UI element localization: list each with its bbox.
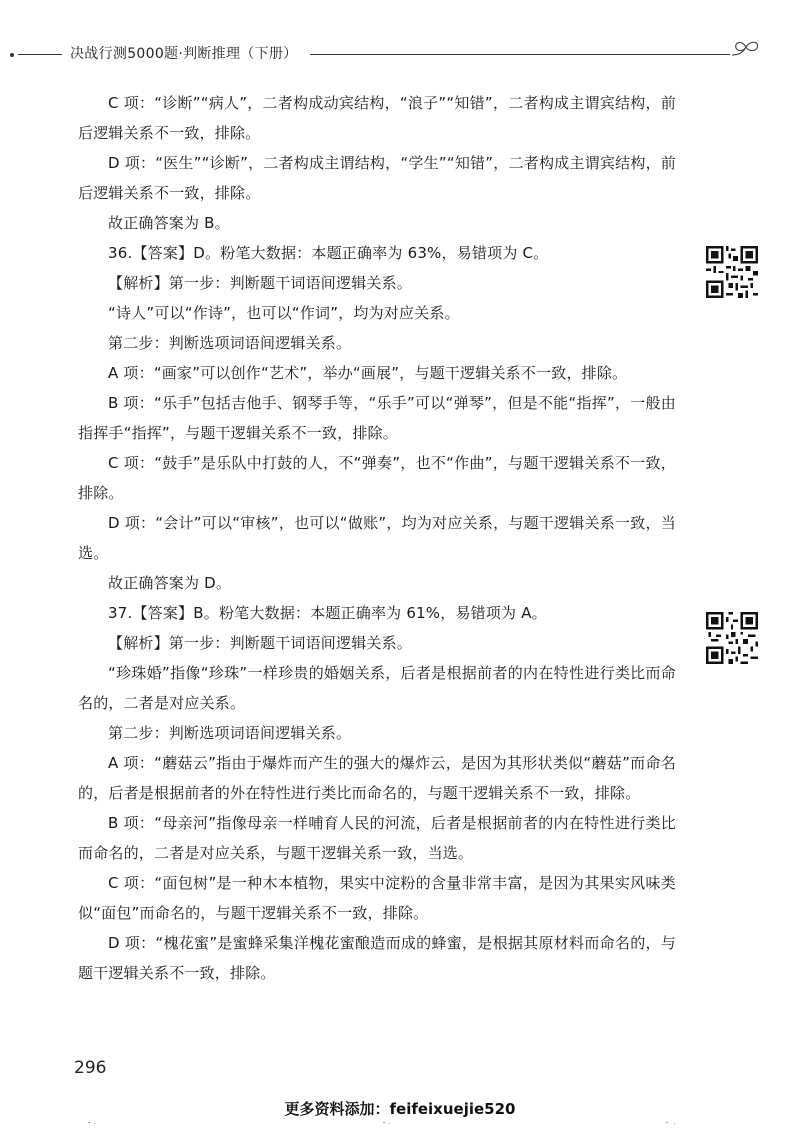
analysis-36-step1: 【解析】第一步：判断题干词语间逻辑关系。 — [108, 274, 413, 292]
sprout-icon — [730, 38, 770, 68]
header-rule-right — [310, 54, 730, 55]
page-header — [0, 38, 800, 62]
analysis-36-option-a: A 项：“画家”可以创作“艺术”，举办“画展”，与题干逻辑关系不一致，排除。 — [108, 364, 628, 382]
page-number: 296 — [74, 1058, 107, 1078]
analysis-37-stem: “珍珠婚”指像“珍珠”一样珍贵的婚姻关系，后者是根据前者的内在特性进行类比而命名的，二者是对应关系。 — [78, 664, 676, 712]
analysis-36-option-d: D 项：“会计”可以“审核”，也可以“做账”，均为对应关系，与题干逻辑关系一致，当选。 — [78, 514, 676, 562]
analysis-36-option-c: C 项：“鼓手”是乐队中打鼓的人，不“弹奏”，也不“作曲”，与题干逻辑关系不一致，排除。 — [78, 454, 676, 502]
paragraph-conclusion-d: 故正确答案为 D。 — [108, 574, 232, 592]
qr-code-icon[interactable] — [706, 612, 758, 664]
book-title: 决战行测5000题·判断推理（下册） — [70, 46, 298, 62]
analysis-36-step2: 第二步：判断选项词语间逻辑关系。 — [108, 334, 352, 352]
paragraph-conclusion-b: 故正确答案为 B。 — [108, 214, 230, 232]
header-rule-left — [18, 54, 62, 55]
answer-36: 36.【答案】D。粉笔大数据：本题正确率为 63%，易错项为 C。 — [108, 244, 549, 262]
analysis-36-option-b: B 项：“乐手”包括吉他手、钢琴手等，“乐手”可以“弹琴”，但是不能“指挥”，一般由指挥手“指挥”，与题干逻辑关系不一致，排除。 — [78, 394, 676, 442]
analysis-37-option-c: C 项：“面包树”是一种木本植物，果实中淀粉的含量非常丰富，是因为其果实风味类似“面包”而命名的，与题干逻辑关系不一致，排除。 — [78, 874, 676, 922]
analysis-37-option-b: B 项：“母亲河”指像母亲一样哺育人民的河流，后者是根据前者的内在特性进行类比而命名的，二者是对应关系，与题干逻辑关系一致，当选。 — [78, 814, 676, 862]
header-dot — [10, 53, 14, 57]
analysis-37-option-a: A 项：“蘑菇云”指由于爆炸而产生的强大的爆炸云，是因为其形状类似“蘑菇”而命名的，后者是根据前者的外在特性进行类比而命名的，与题干逻辑关系不一致，排除。 — [78, 754, 676, 802]
analysis-37-option-d: D 项：“槐花蜜”是蜜蜂采集洋槐花蜜酿造而成的蜂蜜，是根据其原材料而命名的，与题干逻辑关系不一致，排除。 — [78, 934, 676, 982]
answer-explanation-body — [78, 88, 676, 988]
paragraph-option-c-prev: C 项：“诊断”“病人”，二者构成动宾结构，“浪子”“知错”，二者构成主谓宾结构，前后逻辑关系不一致，排除。 — [78, 94, 676, 142]
analysis-36-stem: “诗人”可以“作诗”，也可以“作词”，均为对应关系。 — [108, 304, 460, 322]
footer-contact-note: 更多资料添加：feifeixuejie520 — [284, 1100, 516, 1118]
paragraph-option-d-prev: D 项：“医生”“诊断”，二者构成主谓结构，“学生”“知错”，二者构成主谓宾结构，前后逻辑关系不一致，排除。 — [78, 154, 676, 202]
qr-code-icon[interactable] — [706, 246, 758, 298]
analysis-37-step2: 第二步：判断选项词语间逻辑关系。 — [108, 724, 352, 742]
answer-37: 37.【答案】B。粉笔大数据：本题正确率为 61%，易错项为 A。 — [108, 604, 547, 622]
analysis-37-step1: 【解析】第一步：判断题干词语间逻辑关系。 — [108, 634, 413, 652]
scan-noise — [0, 1118, 800, 1130]
